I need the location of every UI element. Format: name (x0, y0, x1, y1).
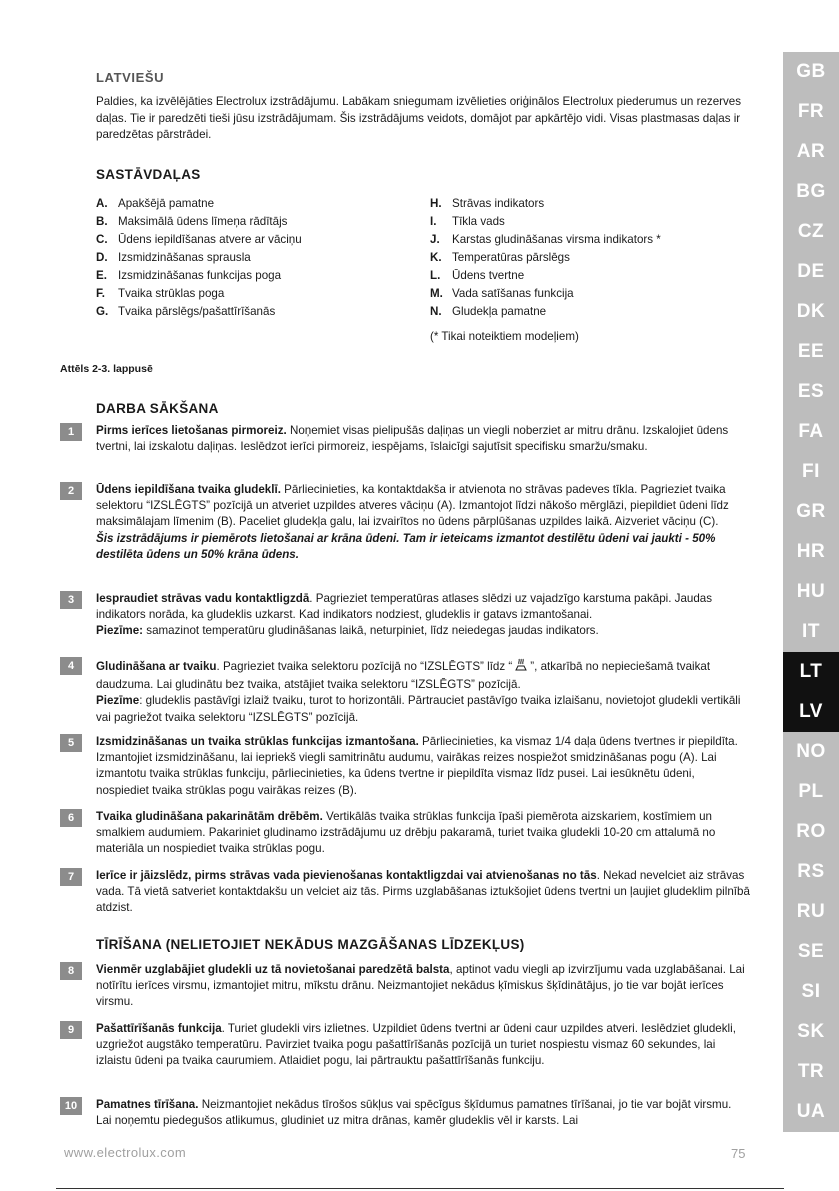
part-item: D. Izsmidzināšanas sprausla (96, 251, 251, 264)
step-number: 2 (60, 482, 82, 500)
lang-tab-ro[interactable]: RO (783, 812, 839, 852)
step-number: 8 (60, 962, 82, 980)
parts-list-left (96, 195, 302, 321)
lang-tab-fi[interactable]: FI (783, 452, 839, 492)
step-1: Pirms ierīces lietošanas pirmoreiz. Noņemiet visas pielipušās daļiņas un viegli noberziet ar mitru drānu. Izskalojiet ūdens tvertni, lai izskalotu daļiņas. Ieslēdzot ierīci pirmoreiz, iespējams, īslaicīgi sajutīsit specifisku smaržu/smaku. (96, 424, 729, 454)
cleaning-heading: TĪRĪŠANA (NELIETOJIET NEKĀDUS MAZGĀŠANAS LĪDZEKĻUS) (96, 937, 525, 952)
parts-list-right (430, 195, 661, 321)
step-number: 1 (60, 423, 82, 441)
step-2: Ūdens iepildīšana tvaika gludeklī. Pārliecinieties, ka kontaktdakša ir atvienota no strāvas padeves tīkla. Pagrieziet tvaika selektoru “IZSLĒGTS” pozīcijā un atveriet uzpildes atveres vāciņu (A). Izmantojot līdzi nākošo mērglāzi, piepildiet ūdeni līdz maksimālajam līmenim (B). Paceliet gludekļa galu, lai izvairītos no ūdens pārplūšanas uzpildes laikā. Aizveriet vāciņu (C). Šis izstrādājums ir piemērots lietošanai ar krāna ūdeni. Tam ir ieteicams izmantot destilētu ūdeni vai jaukti - 50% destilēta ūdens un 50% krāna ūdens. (96, 483, 729, 561)
parts-note: (* Tikai noteiktiem modeļiem) (430, 330, 579, 343)
part-item: M. Vada satīšanas funkcija (430, 287, 574, 300)
step-4: Gludināšana ar tvaiku. Pagrieziet tvaika selektoru pozīcijā no “IZSLĒGTS” līdz “ ”, atkarībā no nepieciešamā tvaikat daudzuma. Lai gludinātu bez tvaika, atstājiet tvaika selektoru “IZSLĒGTS” pozīcijā. Piezīme: gludeklis pastāvīgi izlaiž tvaiku, turot to horizontāli. Pārtrauciet pastāvīgo tvaika izlaišanu, novietojot gludekli vertikāli vai pagriežot tvaika selektoru “IZSLĒGTS” pozīcijā. (96, 656, 750, 726)
lang-tab-rs[interactable]: RS (783, 852, 839, 892)
lang-tab-dk[interactable]: DK (783, 292, 839, 332)
steam-setting-icon (514, 656, 528, 677)
lang-tab-fr[interactable]: FR (783, 92, 839, 132)
part-item: G. Tvaika pārslēgs/pašattīrīšanās (96, 305, 276, 318)
part-item: C. Ūdens iepildīšanas atvere ar vāciņu (96, 233, 302, 246)
figure-reference: Attēls 2-3. lappusē (60, 363, 153, 375)
lang-tab-ar[interactable]: AR (783, 132, 839, 172)
lang-tab-cz[interactable]: CZ (783, 212, 839, 252)
lang-tab-tr[interactable]: TR (783, 1052, 839, 1092)
lang-tab-lv[interactable]: LV (783, 692, 839, 732)
part-item: K. Temperatūras pārslēgs (430, 251, 570, 264)
getting-started-heading: DARBA SĀKŠANA (96, 401, 219, 416)
bottom-divider (56, 1188, 784, 1189)
step-number: 10 (60, 1097, 82, 1115)
lang-tab-fa[interactable]: FA (783, 412, 839, 452)
step-number: 4 (60, 657, 82, 675)
step-6: Tvaika gludināšana pakarinātām drēbēm. Vertikālās tvaika strūklas funkcija īpaši piemērota aizskariem, kostīmiem un smalkiem audumiem. Pakariniet gludinamo izstrādājumu uz drēbju pakaramā, turiet tvaika gludekli 10-20 cm attalumā no materiāla un nospiediet tvaika strūklas pogu. (96, 810, 716, 856)
lang-tab-lt[interactable]: LT (783, 652, 839, 692)
part-item: B. Maksimālā ūdens līmeņa rādītājs (96, 215, 288, 228)
intro-paragraph: Paldies, ka izvēlējāties Electrolux izstrādājumu. Labākam sniegumam izvēlieties oriģinālos Electrolux piederumus un rezerves daļas. Tie ir paredzēti tieši jūsu izstrādājumam. Šis izstrādājums veidots, domājot par apkārtējo vidi. Visas plastmasas daļas ir paredzētas pārstrādei. (96, 95, 742, 142)
lang-tab-sk[interactable]: SK (783, 1012, 839, 1052)
part-item: L. Ūdens tvertne (430, 269, 525, 282)
lang-tab-de[interactable]: DE (783, 252, 839, 292)
part-item: A. Apakšējā pamatne (96, 197, 215, 210)
step-7: Ierīce ir jāizslēdz, pirms strāvas vada pievienošanas kontaktligzdai vai atvienošanas no tās. Nekad nevelciet aiz strāvas vada. Tā vietā satveriet kontaktdakšu un velciet aiz tās. Pirms uzglabāšanas iztukšojiet ūdens tvertni un ļaujiet gludeklim pilnībā atdzist. (96, 869, 750, 915)
step-8: Vienmēr uzglabājiet gludekli uz tā novietošanai paredzētā balsta, aptinot vadu viegli ap izvirzījumu vada uzglabāšanai. Lai notīrītu ierīces virsmu, izmantojiet mitru, mīkstu drānu. Neizmantojiet nekādus ķīmiskus šķīdinātājus, jo tie var bojāt ierīces virsmu. (96, 963, 745, 1009)
lang-tab-no[interactable]: NO (783, 732, 839, 772)
step-number: 5 (60, 734, 82, 752)
lang-tab-gr[interactable]: GR (783, 492, 839, 532)
lang-tab-bg[interactable]: BG (783, 172, 839, 212)
part-item: N. Gludekļa pamatne (430, 305, 547, 318)
step-9: Pašattīrīšanās funkcija. Turiet gludekli virs izlietnes. Uzpildiet ūdens tvertni ar ūdeni caur uzpildes atveri. Ieslēdziet gludekli, uzgriežot augstāko temperatūru. Pavirziet tvaika pogu pašattīrīšanās pozīcijā un turiet nospiestu vismaz 60 sekundes, lai izlaistu ūdeni pa tvaika caurumiem. Atlaidiet pogu, lai pārtrauktu pašattīrīšanās funkciju. (96, 1022, 736, 1068)
part-item: F. Tvaika strūklas poga (96, 287, 225, 300)
lang-tab-hr[interactable]: HR (783, 532, 839, 572)
part-item: H. Strāvas indikators (430, 197, 545, 210)
step-10: Pamatnes tīrīšana. Neizmantojiet nekādus tīrošos sūkļus vai spēcīgus šķīdumus pamatnes tīrīšanai, jo tie var bojāt virsmu. Lai noņemtu piedegušos atlikumus, gludiniet uz mitra drānas, kamēr gludeklis vēl ir karsts. Lai (96, 1098, 732, 1128)
lang-tab-ru[interactable]: RU (783, 892, 839, 932)
step-3: Iespraudiet strāvas vadu kontaktligzdā. Pagrieziet temperatūras atlases slēdzi uz vajadzīgo karstuma pakāpi. Jaudas indikators norāda, ka gludeklis uzkarst. Kad indikators nodziest, gludeklis ir gatavs izmantošanai. Piezīme: samazinot temperatūru gludināšanas laikā, neturpiniet, līdz neiedegas jaudas indikators. (96, 592, 713, 638)
part-item: E. Izsmidzināšanas funkcijas poga (96, 269, 282, 282)
step-5: Izsmidzināšanas un tvaika strūklas funkcijas izmantošana. Pārliecinieties, ka vismaz 1/4 daļa ūdens tvertnes ir piepildīta. Izmantojiet izsmidzināšanu, lai iepriekš viegli samitrinātu audumu, vairākas reizes nospiežot smidzināšanas pogu (A). Lai izmantotu tvaika strūklas funkciju, pārliecinieties, ka ūdens tvertne ir piepildīta vismaz līdz pusei. Lai iesūknētu ūdeni, nospiediet tvaika strūklas pogu vairākas reizes (B). (96, 735, 738, 797)
step-number: 9 (60, 1021, 82, 1039)
lang-tab-hu[interactable]: HU (783, 572, 839, 612)
lang-tab-gb[interactable]: GB (783, 52, 839, 92)
lang-tab-se[interactable]: SE (783, 932, 839, 972)
page-number: 75 (731, 1146, 746, 1161)
part-item: J. Karstas gludināšanas virsma indikators * (430, 233, 661, 246)
step-number: 3 (60, 591, 82, 609)
lang-tab-ee[interactable]: EE (783, 332, 839, 372)
lang-tab-ua[interactable]: UA (783, 1092, 839, 1132)
lang-tab-si[interactable]: SI (783, 972, 839, 1012)
footer-url[interactable]: www.electrolux.com (64, 1145, 187, 1160)
lang-tab-es[interactable]: ES (783, 372, 839, 412)
lang-tab-it[interactable]: IT (783, 612, 839, 652)
part-item: I. Tīkla vads (430, 215, 505, 228)
language-title: LATVIEŠU (96, 70, 165, 85)
step-number: 6 (60, 809, 82, 827)
parts-heading: SASTĀVDAĻAS (96, 167, 201, 182)
lang-tab-pl[interactable]: PL (783, 772, 839, 812)
step-number: 7 (60, 868, 82, 886)
